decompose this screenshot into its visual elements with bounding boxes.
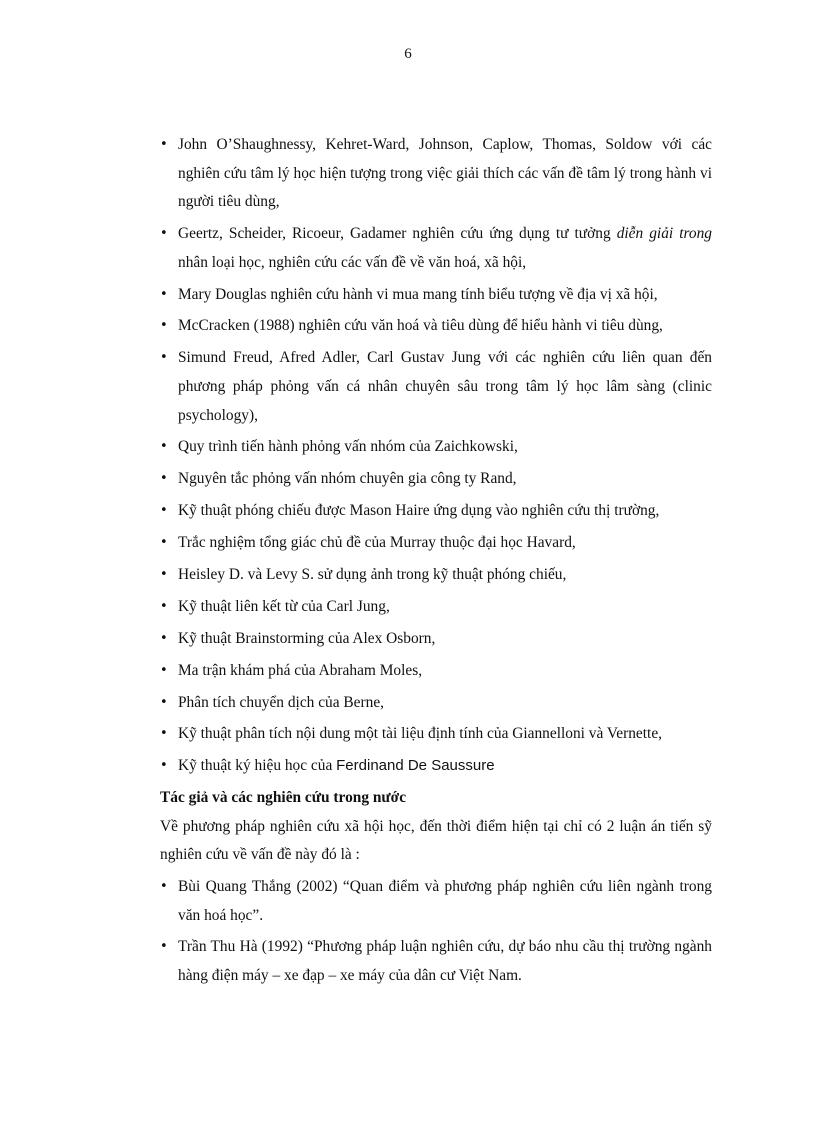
- list-item: • Trắc nghiệm tổng giác chủ đề của Murray thuộc đại học Havard,: [160, 529, 712, 558]
- list-item: • McCracken (1988) nghiên cứu văn hoá và tiêu dùng để hiểu hành vi tiêu dùng,: [160, 312, 712, 341]
- list-item: • Kỹ thuật phân tích nội dung một tài liệu định tính của Giannelloni và Vernette,: [160, 720, 712, 749]
- list-item-text: Geertz, Scheider, Ricoeur, Gadamer nghiên cứu ứng dụng tư tưởng: [178, 225, 617, 243]
- list-item: • Trần Thu Hà (1992) “Phương pháp luận nghiên cứu, dự báo nhu cầu thị trường ngành hàng điện máy – xe đạp – xe máy của dân cư Việt Nam.: [160, 933, 712, 990]
- foreign-research-list: [160, 131, 712, 781]
- list-item: • Ma trận khám phá của Abraham Moles,: [160, 657, 712, 686]
- list-item: • Phân tích chuyển dịch của Berne,: [160, 689, 712, 718]
- author-name: Ferdinand De Saussure: [336, 757, 495, 775]
- list-item: • Kỹ thuật liên kết từ của Carl Jung,: [160, 593, 712, 622]
- list-item: [160, 752, 712, 781]
- list-item: • Kỹ thuật phóng chiếu được Mason Haire ứng dụng vào nghiên cứu thị trường,: [160, 497, 712, 526]
- list-item: • Quy trình tiến hành phỏng vấn nhóm của Zaichkowski,: [160, 433, 712, 462]
- page-content: [160, 131, 712, 994]
- list-item: • John O’Shaughnessy, Kehret-Ward, Johnson, Caplow, Thomas, Soldow với các nghiên cứu tâm lý học hiện tượng trong việc giải thích các vấn đề tâm lý trong hành vi người tiêu dùng,: [160, 131, 712, 217]
- list-item: • Heisley D. và Levy S. sử dụng ảnh trong kỹ thuật phóng chiếu,: [160, 561, 712, 590]
- list-item: • Kỹ thuật Brainstorming của Alex Osborn,: [160, 625, 712, 654]
- list-item: • Mary Douglas nghiên cứu hành vi mua mang tính biểu tượng về địa vị xã hội,: [160, 281, 712, 310]
- list-item: [160, 220, 712, 277]
- emphasized-term: diễn giải trong: [616, 225, 712, 243]
- list-item-text: nhân loại học, nghiên cứu các vấn đề về văn hoá, xã hội,: [178, 253, 527, 271]
- list-item: • Bùi Quang Thắng (2002) “Quan điểm và phương pháp nghiên cứu liên ngành trong văn hoá học”.: [160, 873, 712, 930]
- page-number: 6: [404, 46, 412, 62]
- domestic-research-list: [160, 873, 712, 991]
- list-item: • Simund Freud, Afred Adler, Carl Gustav Jung với các nghiên cứu liên quan đến phương pháp phỏng vấn cá nhân chuyên sâu trong tâm lý học lâm sàng (clinic psychology),: [160, 344, 712, 430]
- list-item: • Nguyên tắc phỏng vấn nhóm chuyên gia công ty Rand,: [160, 465, 712, 494]
- section-heading: Tác giả và các nghiên cứu trong nước: [160, 789, 407, 807]
- list-item-text: Kỹ thuật ký hiệu học của: [178, 757, 337, 775]
- section-intro: Về phương pháp nghiên cứu xã hội học, đến thời điểm hiện tại chỉ có 2 luận án tiến sỹ nghiên cứu về vấn đề này đó là :: [160, 817, 712, 864]
